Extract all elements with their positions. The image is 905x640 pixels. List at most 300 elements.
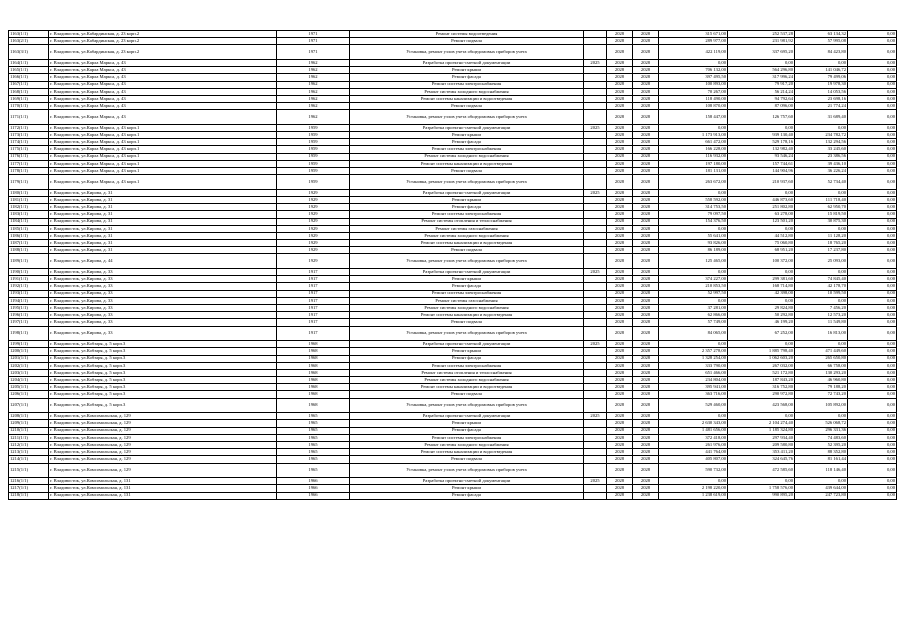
address-cell: г. Владивосток, ул.Кабардинская, д. 23 корп.2 bbox=[49, 45, 277, 60]
work-type-cell: Установка, ремонт узлов учета общедомовых приборов учета bbox=[350, 326, 584, 341]
row-number-cell: 1206(1/1) bbox=[9, 391, 49, 398]
owners-amount-cell: 74 845,40 bbox=[795, 276, 848, 283]
plan-end-year-cell: 2028 bbox=[633, 319, 659, 326]
build-year-cell: 1959 bbox=[277, 124, 350, 131]
design-year-cell bbox=[584, 362, 607, 369]
fund-amount-cell: 252 537,28 bbox=[728, 31, 795, 38]
plan-end-year-cell: 2028 bbox=[633, 160, 659, 167]
table-row bbox=[9, 67, 897, 74]
table-row bbox=[9, 240, 897, 247]
plan-start-year-cell: 2028 bbox=[607, 485, 633, 492]
fund-amount-cell: 0,00 bbox=[728, 413, 795, 420]
plan-start-year-cell: 2028 bbox=[607, 297, 633, 304]
owners-amount-cell: 141 046,72 bbox=[795, 67, 848, 74]
plan-start-year-cell: 2028 bbox=[607, 38, 633, 45]
other-amount-cell: 0,00 bbox=[848, 124, 897, 131]
address-cell: г. Владивосток, ул.Кирова, д. 31 bbox=[49, 196, 277, 203]
total-cost-cell: 154 376,50 bbox=[659, 218, 728, 225]
fund-amount-cell: 990 895,20 bbox=[728, 492, 795, 499]
owners-amount-cell: 31 689,40 bbox=[795, 110, 848, 125]
owners-amount-cell: 81 161,44 bbox=[795, 456, 848, 463]
owners-amount-cell: 0,00 bbox=[795, 478, 848, 485]
other-amount-cell: 0,00 bbox=[848, 225, 897, 232]
total-cost-cell: 661 472,00 bbox=[659, 139, 728, 146]
total-cost-cell: 0,00 bbox=[659, 225, 728, 232]
table-row bbox=[9, 196, 897, 203]
plan-end-year-cell: 2028 bbox=[633, 456, 659, 463]
build-year-cell: 1929 bbox=[277, 225, 350, 232]
address-cell: г. Владивосток, ул.Кобзаря, д. 5 корп.3 bbox=[49, 355, 277, 362]
plan-end-year-cell: 2028 bbox=[633, 434, 659, 441]
plan-end-year-cell: 2028 bbox=[633, 153, 659, 160]
total-cost-cell: 422 119,00 bbox=[659, 45, 728, 60]
plan-start-year-cell: 2028 bbox=[607, 276, 633, 283]
design-year-cell bbox=[584, 348, 607, 355]
table-row bbox=[9, 45, 897, 60]
build-year-cell: 1929 bbox=[277, 240, 350, 247]
table-row bbox=[9, 59, 897, 66]
total-cost-cell: 0,00 bbox=[659, 297, 728, 304]
plan-end-year-cell: 2028 bbox=[633, 103, 659, 110]
address-cell: г. Владивосток, ул.Карла Маркса, д. 43 bbox=[49, 59, 277, 66]
work-type-cell: Установка, ремонт узлов учета общедомовых приборов учета bbox=[350, 110, 584, 125]
build-year-cell: 1929 bbox=[277, 218, 350, 225]
other-amount-cell: 0,00 bbox=[848, 45, 897, 60]
table-row bbox=[9, 225, 897, 232]
row-number-cell: 1180(1/1) bbox=[9, 189, 49, 196]
work-type-cell: Установка, ремонт узлов учета общедомовых приборов учета bbox=[350, 175, 584, 190]
table-row bbox=[9, 74, 897, 81]
row-number-cell: 1176(1/1) bbox=[9, 153, 49, 160]
build-year-cell: 1917 bbox=[277, 305, 350, 312]
total-cost-cell: 651 466,00 bbox=[659, 369, 728, 376]
total-cost-cell: 118 490,00 bbox=[659, 95, 728, 102]
fund-amount-cell: 564 296,80 bbox=[728, 67, 795, 74]
address-cell: г. Владивосток, ул.Карла Маркса, д. 43 корп.1 bbox=[49, 146, 277, 153]
address-cell: г. Владивосток, ул.Комсомольская, д. 131 bbox=[49, 492, 277, 499]
other-amount-cell: 0,00 bbox=[848, 456, 897, 463]
row-number-cell: 1187(1/1) bbox=[9, 240, 49, 247]
plan-start-year-cell: 2028 bbox=[607, 362, 633, 369]
fund-amount-cell: 353 411,20 bbox=[728, 449, 795, 456]
address-cell: г. Владивосток, ул.Кирова, д. 33 bbox=[49, 290, 277, 297]
table-row bbox=[9, 153, 897, 160]
fund-amount-cell: 93 546,24 bbox=[728, 153, 795, 160]
plan-end-year-cell: 2028 bbox=[633, 204, 659, 211]
other-amount-cell: 0,00 bbox=[848, 110, 897, 125]
build-year-cell: 1965 bbox=[277, 442, 350, 449]
fund-amount-cell: 67 252,00 bbox=[728, 326, 795, 341]
plan-start-year-cell: 2028 bbox=[607, 247, 633, 254]
total-cost-cell: 0,00 bbox=[659, 189, 728, 196]
plan-start-year-cell: 2028 bbox=[607, 254, 633, 269]
build-year-cell: 1959 bbox=[277, 160, 350, 167]
work-type-cell: Ремонт крыши bbox=[350, 276, 584, 283]
design-year-cell bbox=[584, 160, 607, 167]
table-row bbox=[9, 110, 897, 125]
table-row bbox=[9, 204, 897, 211]
work-type-cell: Ремонт системы холодного водоснабжения bbox=[350, 305, 584, 312]
address-cell: г. Владивосток, ул.Кобзаря, д. 5 корп.3 bbox=[49, 369, 277, 376]
design-year-cell bbox=[584, 175, 607, 190]
design-year-cell bbox=[584, 232, 607, 239]
plan-end-year-cell: 2028 bbox=[633, 283, 659, 290]
other-amount-cell: 0,00 bbox=[848, 269, 897, 276]
owners-amount-cell: 0,00 bbox=[795, 269, 848, 276]
work-type-cell: Ремонт системы водоотведения bbox=[350, 31, 584, 38]
plan-start-year-cell: 2028 bbox=[607, 434, 633, 441]
plan-start-year-cell: 2028 bbox=[607, 478, 633, 485]
plan-start-year-cell: 2028 bbox=[607, 492, 633, 499]
address-cell: г. Владивосток, ул.Кирова, д. 33 bbox=[49, 297, 277, 304]
address-cell: г. Владивосток, ул.Карла Маркса, д. 43 bbox=[49, 110, 277, 125]
plan-start-year-cell: 2028 bbox=[607, 110, 633, 125]
address-cell: г. Владивосток, ул.Карла Маркса, д. 43 bbox=[49, 81, 277, 88]
owners-amount-cell: 79 188,20 bbox=[795, 384, 848, 391]
fund-amount-cell: 423 568,00 bbox=[728, 398, 795, 413]
work-type-cell: Ремонт фасада bbox=[350, 355, 584, 362]
other-amount-cell: 0,00 bbox=[848, 384, 897, 391]
row-number-cell: 1210(1/1) bbox=[9, 427, 49, 434]
design-year-cell bbox=[584, 81, 607, 88]
address-cell: г. Владивосток, ул.Комсомольская, д. 129 bbox=[49, 434, 277, 441]
work-type-cell: Ремонт системы электроснабжения bbox=[350, 146, 584, 153]
plan-end-year-cell: 2028 bbox=[633, 420, 659, 427]
build-year-cell: 1959 bbox=[277, 175, 350, 190]
plan-end-year-cell: 2028 bbox=[633, 355, 659, 362]
build-year-cell: 1965 bbox=[277, 434, 350, 441]
design-year-cell: 2025 bbox=[584, 189, 607, 196]
address-cell: г. Владивосток, ул.Кирова, д. 33 bbox=[49, 312, 277, 319]
plan-end-year-cell: 2028 bbox=[633, 247, 659, 254]
total-cost-cell: 55 641,00 bbox=[659, 232, 728, 239]
other-amount-cell: 0,00 bbox=[848, 247, 897, 254]
work-type-cell: Ремонт подвала bbox=[350, 168, 584, 175]
table-row bbox=[9, 139, 897, 146]
plan-start-year-cell: 2028 bbox=[607, 290, 633, 297]
build-year-cell: 1968 bbox=[277, 384, 350, 391]
owners-amount-cell: 46 960,80 bbox=[795, 377, 848, 384]
plan-end-year-cell: 2028 bbox=[633, 492, 659, 499]
plan-end-year-cell: 2028 bbox=[633, 449, 659, 456]
plan-start-year-cell: 2028 bbox=[607, 355, 633, 362]
plan-start-year-cell: 2028 bbox=[607, 146, 633, 153]
work-type-cell: Ремонт фасада bbox=[350, 283, 584, 290]
other-amount-cell: 0,00 bbox=[848, 132, 897, 139]
owners-amount-cell: 30 875,30 bbox=[795, 218, 848, 225]
address-cell: г. Владивосток, ул.Кобзаря, д. 5 корп.3 bbox=[49, 384, 277, 391]
work-type-cell: Разработка проектно-сметной документации bbox=[350, 124, 584, 131]
plan-end-year-cell: 2028 bbox=[633, 240, 659, 247]
row-number-cell: 1173(1/1) bbox=[9, 132, 49, 139]
other-amount-cell: 0,00 bbox=[848, 449, 897, 456]
row-number-cell: 1194(1/1) bbox=[9, 297, 49, 304]
fund-amount-cell: 126 757,60 bbox=[728, 110, 795, 125]
design-year-cell bbox=[584, 211, 607, 218]
address-cell: г. Владивосток, ул.Кирова, д. 33 bbox=[49, 269, 277, 276]
design-year-cell bbox=[584, 485, 607, 492]
table-row bbox=[9, 305, 897, 312]
work-type-cell: Ремонт системы холодного водоснабжения bbox=[350, 88, 584, 95]
design-year-cell bbox=[584, 225, 607, 232]
fund-amount-cell: 1 062 603,20 bbox=[728, 355, 795, 362]
table-row bbox=[9, 124, 897, 131]
build-year-cell: 1962 bbox=[277, 95, 350, 102]
capital-repair-table bbox=[8, 30, 897, 500]
plan-start-year-cell: 2028 bbox=[607, 196, 633, 203]
work-type-cell: Разработка проектно-сметной документации bbox=[350, 478, 584, 485]
work-type-cell: Ремонт системы газоснабжения bbox=[350, 297, 584, 304]
row-number-cell: 1191(1/1) bbox=[9, 276, 49, 283]
total-cost-cell: 374 227,00 bbox=[659, 276, 728, 283]
design-year-cell bbox=[584, 427, 607, 434]
design-year-cell bbox=[584, 319, 607, 326]
fund-amount-cell: 317 996,24 bbox=[728, 74, 795, 81]
row-number-cell: 1198(1/1) bbox=[9, 326, 49, 341]
plan-end-year-cell: 2028 bbox=[633, 391, 659, 398]
work-type-cell: Ремонт системы электроснабжения bbox=[350, 211, 584, 218]
work-type-cell: Разработка проектно-сметной документации bbox=[350, 189, 584, 196]
design-year-cell bbox=[584, 369, 607, 376]
address-cell: г. Владивосток, ул.Карла Маркса, д. 43 bbox=[49, 88, 277, 95]
fund-amount-cell: 0,00 bbox=[728, 225, 795, 232]
total-cost-cell: 70 267,00 bbox=[659, 88, 728, 95]
fund-amount-cell: 521 172,80 bbox=[728, 369, 795, 376]
build-year-cell: 1965 bbox=[277, 449, 350, 456]
other-amount-cell: 0,00 bbox=[848, 355, 897, 362]
design-year-cell: 2025 bbox=[584, 413, 607, 420]
design-year-cell bbox=[584, 290, 607, 297]
other-amount-cell: 0,00 bbox=[848, 348, 897, 355]
total-cost-cell: 289 977,00 bbox=[659, 38, 728, 45]
build-year-cell: 1929 bbox=[277, 247, 350, 254]
design-year-cell bbox=[584, 67, 607, 74]
plan-end-year-cell: 2028 bbox=[633, 305, 659, 312]
fund-amount-cell: 0,00 bbox=[728, 341, 795, 348]
fund-amount-cell: 0,00 bbox=[728, 478, 795, 485]
table-row bbox=[9, 269, 897, 276]
address-cell: г. Владивосток, ул.Комсомольская, д. 129 bbox=[49, 427, 277, 434]
total-cost-cell: 558 592,00 bbox=[659, 196, 728, 203]
plan-end-year-cell: 2028 bbox=[633, 478, 659, 485]
table-row bbox=[9, 31, 897, 38]
work-type-cell: Ремонт системы канализации и водоотведения bbox=[350, 95, 584, 102]
address-cell: г. Владивосток, ул.Кирова, д. 31 bbox=[49, 240, 277, 247]
plan-start-year-cell: 2028 bbox=[607, 232, 633, 239]
table-row bbox=[9, 355, 897, 362]
work-type-cell: Ремонт системы отопления и теплоснабжения bbox=[350, 218, 584, 225]
plan-end-year-cell: 2028 bbox=[633, 45, 659, 60]
table-row bbox=[9, 326, 897, 341]
fund-amount-cell: 68 951,20 bbox=[728, 247, 795, 254]
build-year-cell: 1929 bbox=[277, 204, 350, 211]
plan-end-year-cell: 2028 bbox=[633, 362, 659, 369]
plan-start-year-cell: 2028 bbox=[607, 269, 633, 276]
table-row bbox=[9, 362, 897, 369]
table-row bbox=[9, 398, 897, 413]
plan-end-year-cell: 2028 bbox=[633, 31, 659, 38]
build-year-cell: 1929 bbox=[277, 254, 350, 269]
row-number-cell: 1215(1/1) bbox=[9, 463, 49, 478]
row-number-cell: 1182(1/1) bbox=[9, 204, 49, 211]
plan-end-year-cell: 2028 bbox=[633, 290, 659, 297]
other-amount-cell: 0,00 bbox=[848, 492, 897, 499]
design-year-cell bbox=[584, 168, 607, 175]
plan-start-year-cell: 2028 bbox=[607, 305, 633, 312]
other-amount-cell: 0,00 bbox=[848, 341, 897, 348]
total-cost-cell: 529 460,00 bbox=[659, 398, 728, 413]
other-amount-cell: 0,00 bbox=[848, 103, 897, 110]
total-cost-cell: 590 732,00 bbox=[659, 463, 728, 478]
build-year-cell: 1959 bbox=[277, 153, 350, 160]
total-cost-cell: 57 749,00 bbox=[659, 319, 728, 326]
address-cell: г. Владивосток, ул.Кирова, д. 33 bbox=[49, 326, 277, 341]
build-year-cell: 1929 bbox=[277, 232, 350, 239]
total-cost-cell: 315 671,00 bbox=[659, 31, 728, 38]
fund-amount-cell: 1 758 576,00 bbox=[728, 485, 795, 492]
plan-start-year-cell: 2028 bbox=[607, 449, 633, 456]
row-number-cell: 1183(1/1) bbox=[9, 211, 49, 218]
table-row bbox=[9, 420, 897, 427]
row-number-cell: 1164(1/1) bbox=[9, 59, 49, 66]
design-year-cell bbox=[584, 420, 607, 427]
fund-amount-cell: 1 885 798,40 bbox=[728, 348, 795, 355]
build-year-cell: 1968 bbox=[277, 355, 350, 362]
owners-amount-cell: 111 718,40 bbox=[795, 196, 848, 203]
row-number-cell: 1189(1/1) bbox=[9, 254, 49, 269]
table-row bbox=[9, 297, 897, 304]
plan-start-year-cell: 2028 bbox=[607, 442, 633, 449]
plan-end-year-cell: 2028 bbox=[633, 67, 659, 74]
work-type-cell: Ремонт крыши bbox=[350, 196, 584, 203]
plan-end-year-cell: 2028 bbox=[633, 312, 659, 319]
fund-amount-cell: 42 398,00 bbox=[728, 290, 795, 297]
build-year-cell: 1917 bbox=[277, 269, 350, 276]
plan-end-year-cell: 2028 bbox=[633, 175, 659, 190]
total-cost-cell: 706 132,00 bbox=[659, 67, 728, 74]
design-year-cell bbox=[584, 38, 607, 45]
owners-amount-cell: 39 436,10 bbox=[795, 160, 848, 167]
row-number-cell: 1171(1/1) bbox=[9, 110, 49, 125]
address-cell: г. Владивосток, ул.Карла Маркса, д. 43 корп.1 bbox=[49, 132, 277, 139]
build-year-cell: 1917 bbox=[277, 326, 350, 341]
plan-start-year-cell: 2028 bbox=[607, 427, 633, 434]
total-cost-cell: 62 866,00 bbox=[659, 312, 728, 319]
address-cell: г. Владивосток, ул.Кирова, д. 44 bbox=[49, 254, 277, 269]
owners-amount-cell: 14 053,56 bbox=[795, 88, 848, 95]
total-cost-cell: 93 826,00 bbox=[659, 240, 728, 247]
plan-start-year-cell: 2028 bbox=[607, 45, 633, 60]
plan-end-year-cell: 2028 bbox=[633, 74, 659, 81]
row-number-cell: 1205(1/1) bbox=[9, 384, 49, 391]
other-amount-cell: 0,00 bbox=[848, 427, 897, 434]
design-year-cell bbox=[584, 196, 607, 203]
table-row bbox=[9, 369, 897, 376]
table-row bbox=[9, 146, 897, 153]
fund-amount-cell: 144 904,96 bbox=[728, 168, 795, 175]
build-year-cell: 1968 bbox=[277, 369, 350, 376]
owners-amount-cell: 79 499,06 bbox=[795, 74, 848, 81]
plan-end-year-cell: 2028 bbox=[633, 95, 659, 102]
table-row bbox=[9, 492, 897, 499]
row-number-cell: 1195(1/1) bbox=[9, 305, 49, 312]
other-amount-cell: 0,00 bbox=[848, 463, 897, 478]
total-cost-cell: 108 870,00 bbox=[659, 103, 728, 110]
other-amount-cell: 0,00 bbox=[848, 232, 897, 239]
owners-amount-cell: 21 774,24 bbox=[795, 103, 848, 110]
fund-amount-cell: 46 199,20 bbox=[728, 319, 795, 326]
table-row bbox=[9, 95, 897, 102]
fund-amount-cell: 231 981,92 bbox=[728, 38, 795, 45]
table-row bbox=[9, 456, 897, 463]
row-number-cell: 1168(1/1) bbox=[9, 88, 49, 95]
total-cost-cell: 1 481 656,00 bbox=[659, 427, 728, 434]
plan-end-year-cell: 2028 bbox=[633, 88, 659, 95]
plan-end-year-cell: 2028 bbox=[633, 139, 659, 146]
plan-end-year-cell: 2028 bbox=[633, 132, 659, 139]
plan-start-year-cell: 2028 bbox=[607, 139, 633, 146]
build-year-cell: 1965 bbox=[277, 420, 350, 427]
table-row bbox=[9, 38, 897, 45]
row-number-cell: 1203(1/1) bbox=[9, 369, 49, 376]
address-cell: г. Владивосток, ул.Кобзаря, д. 5 корп.3 bbox=[49, 348, 277, 355]
table-row bbox=[9, 449, 897, 456]
row-number-cell: 1172(1/1) bbox=[9, 124, 49, 131]
address-cell: г. Владивосток, ул.Кобзаря, д. 5 корп.3 bbox=[49, 398, 277, 413]
address-cell: г. Владивосток, ул.Карла Маркса, д. 43 корп.1 bbox=[49, 160, 277, 167]
other-amount-cell: 0,00 bbox=[848, 211, 897, 218]
address-cell: г. Владивосток, ул.Комсомольская, д. 129 bbox=[49, 449, 277, 456]
row-number-cell: 1169(1/1) bbox=[9, 95, 49, 102]
row-number-cell: 1209(1/1) bbox=[9, 420, 49, 427]
design-year-cell bbox=[584, 132, 607, 139]
build-year-cell: 1968 bbox=[277, 398, 350, 413]
plan-start-year-cell: 2028 bbox=[607, 103, 633, 110]
row-number-cell: 1217(1/1) bbox=[9, 485, 49, 492]
build-year-cell: 1968 bbox=[277, 348, 350, 355]
row-number-cell: 1214(1/1) bbox=[9, 456, 49, 463]
owners-amount-cell: 471 449,60 bbox=[795, 348, 848, 355]
work-type-cell: Ремонт подвала bbox=[350, 38, 584, 45]
table-row bbox=[9, 463, 897, 478]
work-type-cell: Ремонт системы канализации и водоотведения bbox=[350, 240, 584, 247]
fund-amount-cell: 0,00 bbox=[728, 124, 795, 131]
work-type-cell: Ремонт системы электроснабжения bbox=[350, 290, 584, 297]
plan-end-year-cell: 2028 bbox=[633, 38, 659, 45]
other-amount-cell: 0,00 bbox=[848, 153, 897, 160]
other-amount-cell: 0,00 bbox=[848, 88, 897, 95]
total-cost-cell: 261 976,00 bbox=[659, 442, 728, 449]
plan-start-year-cell: 2028 bbox=[607, 132, 633, 139]
design-year-cell bbox=[584, 139, 607, 146]
plan-end-year-cell: 2028 bbox=[633, 254, 659, 269]
other-amount-cell: 0,00 bbox=[848, 175, 897, 190]
address-cell: г. Владивосток, ул.Кобзаря, д. 5 корп.3 bbox=[49, 377, 277, 384]
fund-amount-cell: 2 104 274,40 bbox=[728, 420, 795, 427]
fund-amount-cell: 472 585,60 bbox=[728, 463, 795, 478]
row-number-cell: 1197(1/1) bbox=[9, 319, 49, 326]
design-year-cell bbox=[584, 110, 607, 125]
table-row bbox=[9, 232, 897, 239]
work-type-cell: Ремонт системы холодного водоснабжения bbox=[350, 232, 584, 239]
total-cost-cell: 100 893,00 bbox=[659, 81, 728, 88]
owners-amount-cell: 84 423,80 bbox=[795, 45, 848, 60]
row-number-cell: 1211(1/1) bbox=[9, 434, 49, 441]
plan-end-year-cell: 2028 bbox=[633, 81, 659, 88]
total-cost-cell: 397 495,50 bbox=[659, 74, 728, 81]
address-cell: г. Владивосток, ул.Комсомольская, д. 129 bbox=[49, 413, 277, 420]
table-row bbox=[9, 312, 897, 319]
